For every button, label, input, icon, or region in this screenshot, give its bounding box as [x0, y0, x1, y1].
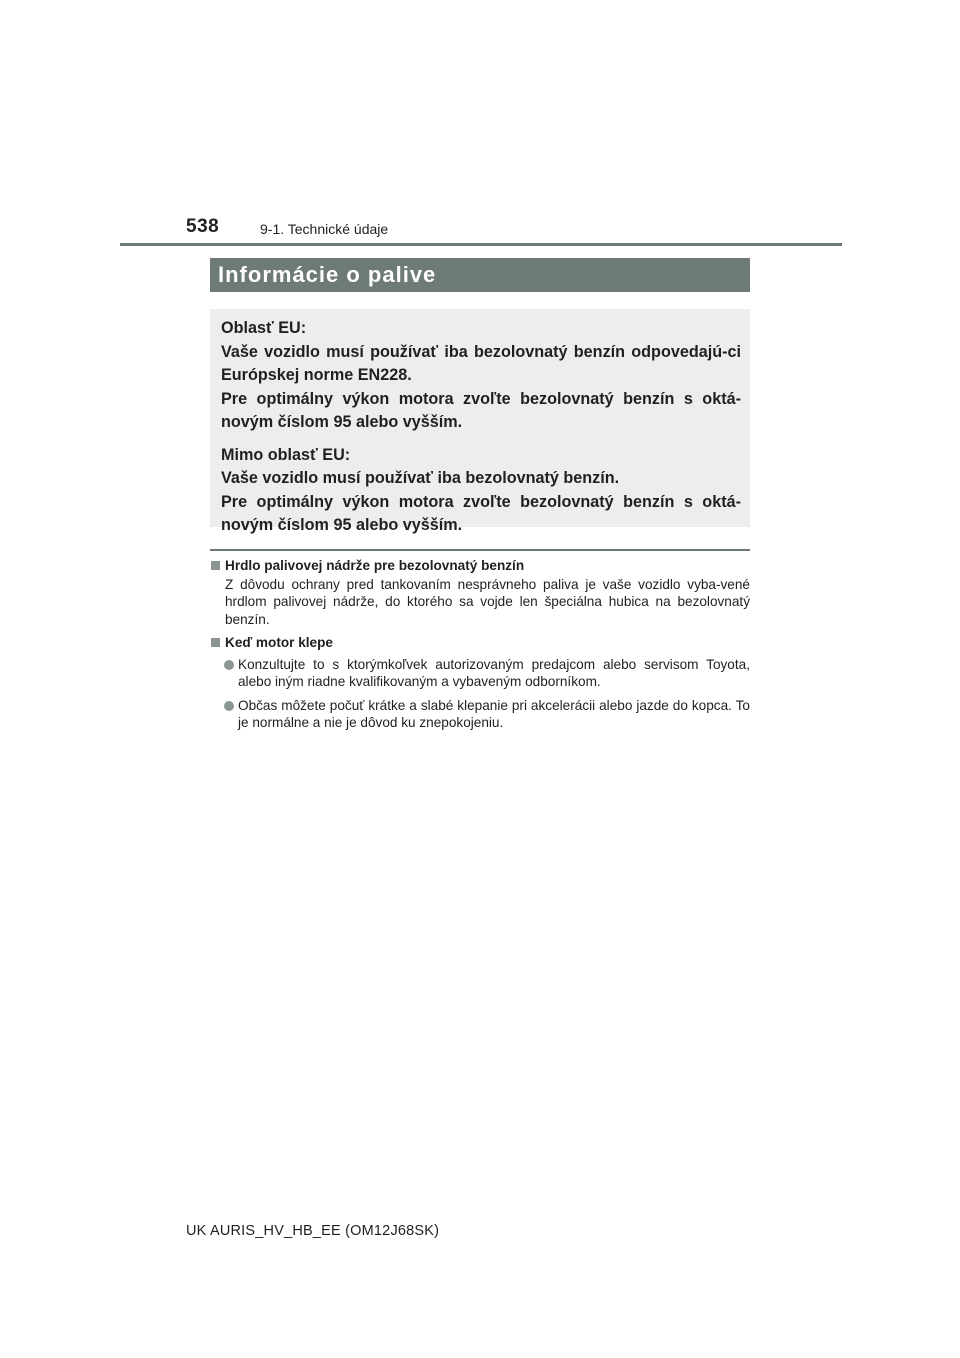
square-bullet-icon [211, 561, 220, 570]
list-item-text: Konzultujte to s ktorýmkoľvek autorizovaným predajcom alebo servisom Toyota, alebo iným riadne kvalifikovaným a vybaveným odborníkom. [238, 656, 750, 689]
note-body-filler: Z dôvodu ochrany pred tankovaním nesprávneho paliva je vaše vozidlo vyba-vené hrdlom palivovej nádrže, do ktorého sa vojde len špeciálna hubica na bezolovnatý benzín. [225, 576, 750, 627]
note-heading-knock-text: Keď motor klepe [225, 635, 333, 650]
note-heading-filler-text: Hrdlo palivovej nádrže pre bezolovnatý benzín [225, 558, 525, 573]
notes-section [210, 557, 750, 732]
non-eu-text-1: Vaše vozidlo musí používať iba bezolovnatý benzín. [221, 469, 620, 487]
non-eu-text-2: Pre optimálny výkon motora zvoľte bezolovnatý benzín s oktá-novým číslom 95 alebo vyšším. [221, 492, 741, 534]
notes-rule [210, 549, 750, 551]
page-title: Informácie o palive [210, 258, 750, 292]
section-label: 9-1. Technické údaje [260, 221, 389, 237]
non-eu-heading: Mimo oblasť EU: [221, 445, 351, 464]
header-rule [120, 243, 842, 246]
list-item [210, 656, 750, 691]
note-heading-filler [210, 557, 750, 575]
footer-model-code: UK AURIS_HV_HB_EE (OM12J68SK) [186, 1223, 440, 1239]
page-number: 538 [186, 216, 220, 237]
eu-text-1: Vaše vozidlo musí používať iba bezolovnatý benzín odpovedajú-ci Európskej norme EN228. [221, 342, 741, 384]
list-item-text: Občas môžete počuť krátke a slabé klepanie pri akcelerácii alebo jazde do kopca. To je normálne a nie je dôvod ku znepokojeniu. [238, 697, 750, 730]
circle-bullet-icon [224, 660, 234, 670]
note-heading-knock [210, 634, 750, 652]
circle-bullet-icon [224, 701, 234, 711]
eu-heading: Oblasť EU: [221, 319, 307, 337]
list-item [210, 697, 750, 732]
eu-text-2: Pre optimálny výkon motora zvoľte bezolovnatý benzín s oktá-novým číslom 95 alebo vyšším. [221, 389, 741, 431]
fuel-info-box [210, 309, 750, 534]
square-bullet-icon [211, 638, 220, 647]
